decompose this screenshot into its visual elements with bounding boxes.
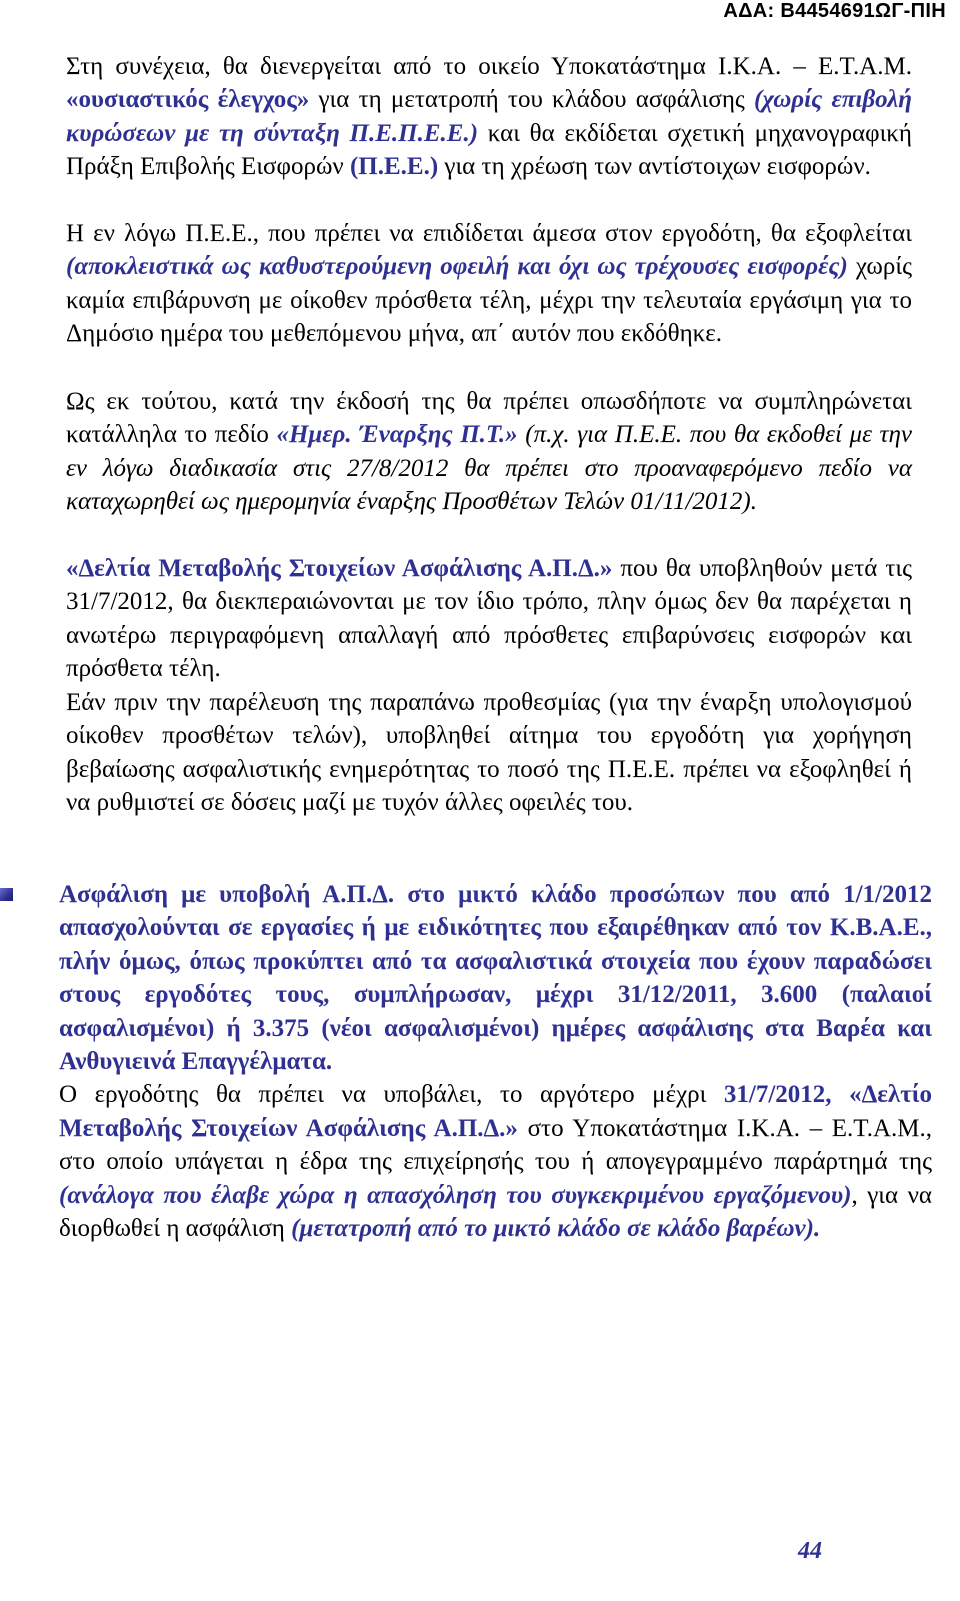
text-span: Στη συνέχεια, θα διενεργείται από το οικείο Υποκατάστημα Ι.Κ.Α. – Ε.Τ.Α.Μ. [66, 53, 912, 80]
square-bullet-icon [0, 888, 13, 901]
emphasis-span: 31/7/2012, «Δελτίο Μεταβολής Στοιχείων Ασφάλισης Α.Π.Δ.» [59, 1081, 932, 1142]
text-span: για τη μετατροπή του κλάδου ασφάλισης [309, 86, 755, 114]
text-span: στο Υποκατάστημα Ι.Κ.Α. – Ε.Τ.Α.Μ., στο οποίο υπάγεται η έδρα της επιχείρησής του ή απογεγραμμένο παράρτημά της [59, 1114, 932, 1176]
text-span: για τη χρέωση των αντίστοιχων εισφορών. [438, 153, 871, 181]
paragraph-change-forms [66, 552, 912, 686]
emphasis-span: (Π.Ε.Ε.) [349, 153, 439, 181]
text-span: , για να διορθωθεί η ασφάλιση [59, 1181, 932, 1243]
paragraph-audit [66, 50, 912, 184]
text-span: Η εν λόγω Π.Ε.Ε., που πρέπει να επιδίδεται άμεσα στον εργοδότη, θα εξοφλείται [66, 220, 912, 247]
emphasis-span: (μετατροπή από το μικτό κλάδο σε κλάδο βαρέων). [291, 1215, 821, 1243]
bullet-heading: Ασφάλιση με υποβολή Α.Π.Δ. στο μικτό κλάδο προσώπων που από 1/1/2012 απασχολούνται σε εργασίες ή με ειδικότητες που εξαιρέθηκαν από τον Κ.Β.Α.Ε., πλήν όμως, όπως προκύπτει από τα ασφαλιστικά στοιχεία που έχουν παραδώσει στους εργοδότες τους, συμπλήρωσαν, μέχρι 31/12/2011, 3.600 (παλαιοί ασφαλισμένοι) ή 3.375 (νέοι ασφαλισμένοι) ημέρες ασφάλισης στα Βαρέα και Ανθυγιεινά Επαγγέλματα. [59, 881, 932, 1076]
text-span: Ο εργοδότης θα πρέπει να υποβάλει, το αργότερο μέχρι [59, 1081, 724, 1109]
text-span: Ως εκ τούτου, κατά την έκδοσή της θα πρέπει οπωσδήποτε να συμπληρώνεται κατάλληλα το πεδίο [66, 388, 912, 449]
paragraph-employer-obligation [59, 1078, 932, 1245]
emphasis-span: (χωρίς επιβολή κυρώσεων με τη σύνταξη Π.Ε.Π.Ε.Ε.) [66, 86, 913, 147]
emphasis-span: (αποκλειστικά ως καθυστερούμενη οφειλή και όχι ως τρέχουσες εισφορές) [66, 253, 848, 281]
text-span: (π.χ. για Π.Ε.Ε. που θα εκδοθεί με την εν λόγω διαδικασία στις 27/8/2012 θα πρέπει στο προαναφερόμενο πεδίο να καταχωρηθεί ως ημερομηνία έναρξης Προσθέτων Τελών 01/11/2012). [66, 421, 912, 516]
text-span: χωρίς καμία επιβάρυνση με οίκοθεν πρόσθετα τέλη, μέχρι την τελευταία εργάσιμη για το Δημόσιο ημέρα του μεθεπόμενου μήνα, απ΄ αυτόν που εκδόθηκε. [66, 253, 912, 348]
text-span: και θα εκδίδεται σχετική μηχανογραφική Πράξη Επιβολής Εισφορών [66, 119, 912, 181]
emphasis-span: (ανάλογα που έλαβε χώρα η απασχόληση του συγκεκριμένου εργαζόμενου) [59, 1181, 852, 1209]
paragraph-certificate [66, 686, 912, 820]
emphasis-span: «ουσιαστικός έλεγχος» [66, 86, 310, 114]
paragraph-start-date [66, 385, 912, 519]
page-number: 44 [798, 1538, 822, 1564]
bullet-body [59, 878, 932, 1245]
text-span: που θα υποβληθούν μετά τις 31/7/2012, θα διεκπεραιώνονται με τον ίδιο τρόπο, πλην όμως δεν θα παρέχεται η ανωτέρω περιγραφόμενη απαλλαγή από πρόσθετες επιβαρύνσεις εισφορών και πρόσθετα τέλη. [66, 555, 912, 683]
ada-code: ΑΔΑ: Β4454691ΩΓ-ΠΙΗ [723, 0, 946, 22]
text-span: Εάν πριν την παρέλευση της παραπάνω προθεσμίας (για την έναρξη υπολογισμού οίκοθεν προσθέτων τελών), υποβληθεί αίτημα του εργοδότη για χορήγηση βεβαίωσης ασφαλιστικής ενημερότητας το ποσό της Π.Ε.Ε. πρέπει να εξοφληθεί ή να ρυθμιστεί σε δόσεις μαζί με τυχόν άλλες οφειλές του. [66, 689, 912, 817]
emphasis-span: «Ημερ. Έναρξης Π.Τ.» [276, 421, 518, 449]
emphasis-span: «Δελτία Μεταβολής Στοιχείων Ασφάλισης Α.Π.Δ.» [66, 555, 613, 582]
paragraph-pee-payment [66, 217, 912, 351]
